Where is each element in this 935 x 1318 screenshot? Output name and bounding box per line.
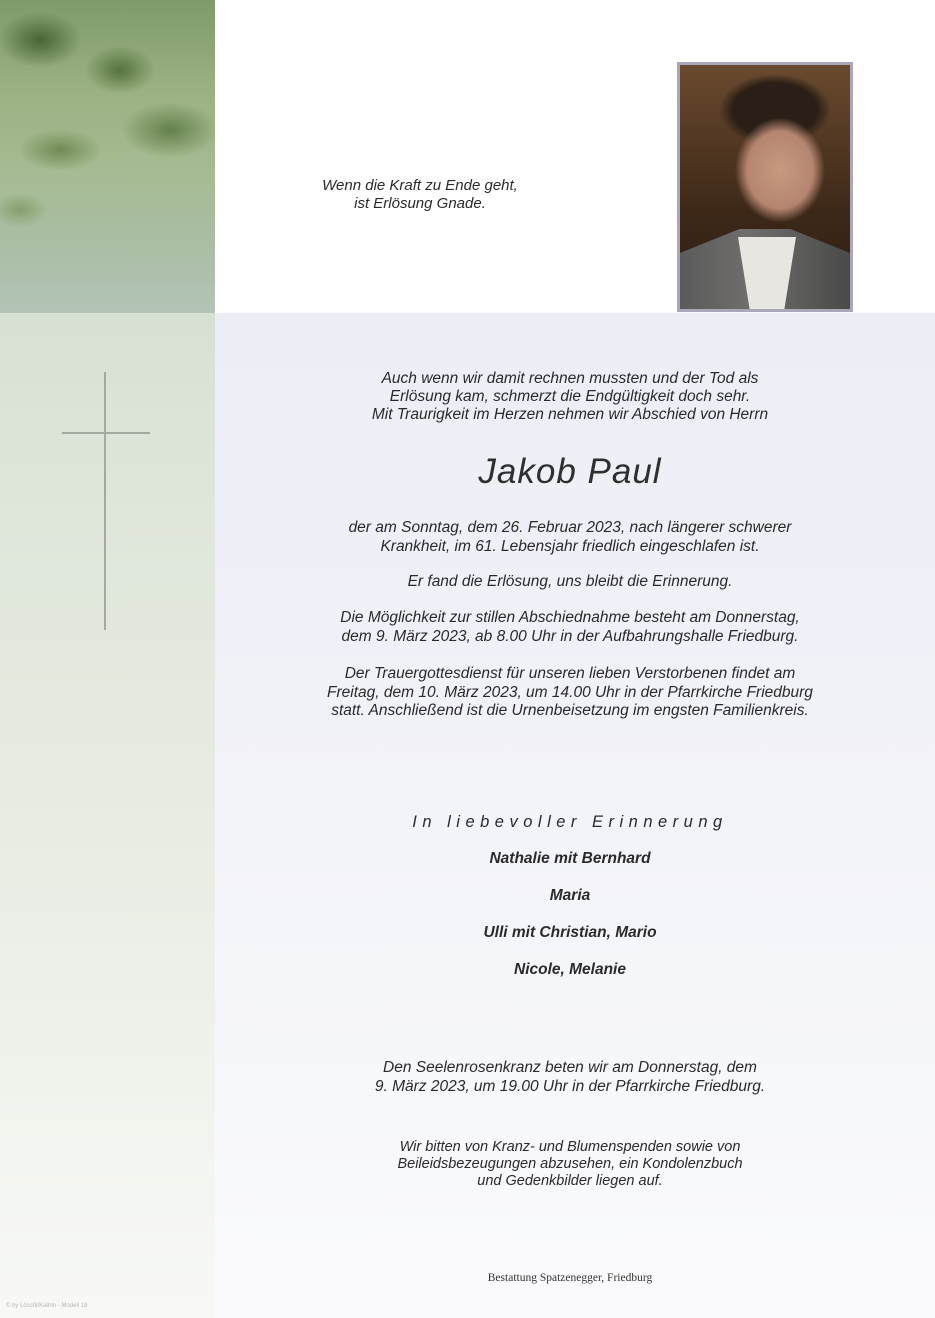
motto <box>300 177 540 213</box>
notice-line: und Gedenkbilder liegen auf. <box>477 1173 663 1189</box>
death-notice-paragraph <box>300 519 840 556</box>
copyright-text: © by Löschl/Kaltrin - Modell 18 <box>6 1303 88 1309</box>
paragraph-line: Er fand die Erlösung, uns bleibt die Erinnerung. <box>407 573 733 590</box>
rosary-line: 9. März 2023, um 19.00 Uhr in der Pfarrkirche Friedburg. <box>374 1077 766 1095</box>
family-member: Maria <box>549 887 591 904</box>
nature-photo <box>0 0 215 313</box>
paragraph-line: dem 9. März 2023, ab 8.00 Uhr in der Aufbahrungshalle Friedburg. <box>341 627 799 645</box>
side-background <box>0 313 215 1318</box>
intro-line: Mit Traurigkeit im Herzen nehmen wir Abschied von Herrn <box>371 406 769 423</box>
rosary-notice <box>300 1059 840 1096</box>
rosary-line: Den Seelenrosenkranz beten wir am Donnerstag, dem <box>383 1059 757 1076</box>
viewing-paragraph <box>300 609 840 646</box>
intro-line: Auch wenn wir damit rechnen mussten und der Tod als <box>381 370 759 387</box>
family-member: Ulli mit Christian, Mario <box>483 924 657 941</box>
paragraph-line: statt. Anschließend ist die Urnenbeisetzung im engsten Familienkreis. <box>331 702 809 719</box>
motto-line: ist Erlösung Gnade. <box>354 195 486 212</box>
deceased-name: Jakob Paul <box>478 452 662 491</box>
cross-icon <box>104 372 106 630</box>
intro-line: Erlösung kam, schmerzt die Endgültigkeit doch sehr. <box>389 388 751 405</box>
paragraph-line: Der Trauergottesdienst für unseren lieben Verstorbenen findet am <box>344 665 796 682</box>
portrait-photo <box>677 62 853 312</box>
motto-line: Wenn die Kraft zu Ende geht, <box>322 177 518 194</box>
undertaker-credit: Bestattung Spatzenegger, Friedburg <box>487 1272 653 1284</box>
paragraph-line: der am Sonntag, dem 26. Februar 2023, nach längerer schwerer <box>348 519 792 536</box>
paragraph-line: Krankheit, im 61. Lebensjahr friedlich eingeschlafen ist. <box>380 537 760 555</box>
donation-notice <box>300 1139 840 1190</box>
cross-icon-bar <box>62 432 150 434</box>
paragraph-line: Freitag, dem 10. März 2023, um 14.00 Uhr in der Pfarrkirche Friedburg <box>327 683 813 701</box>
family-member: Nicole, Melanie <box>514 961 626 978</box>
service-paragraph <box>300 665 840 721</box>
memory-heading: In liebevoller Erinnerung <box>412 813 728 831</box>
paragraph-line: Die Möglichkeit zur stillen Abschiednahme besteht am Donnerstag, <box>340 609 800 626</box>
notice-line: Beileidsbezeugungen abzusehen, ein Kondolenzbuch <box>397 1156 743 1172</box>
family-member: Nathalie mit Bernhard <box>489 850 651 867</box>
remembrance-paragraph <box>300 573 840 592</box>
notice-line: Wir bitten von Kranz- und Blumenspenden sowie von <box>399 1139 741 1155</box>
intro-text <box>300 370 840 424</box>
